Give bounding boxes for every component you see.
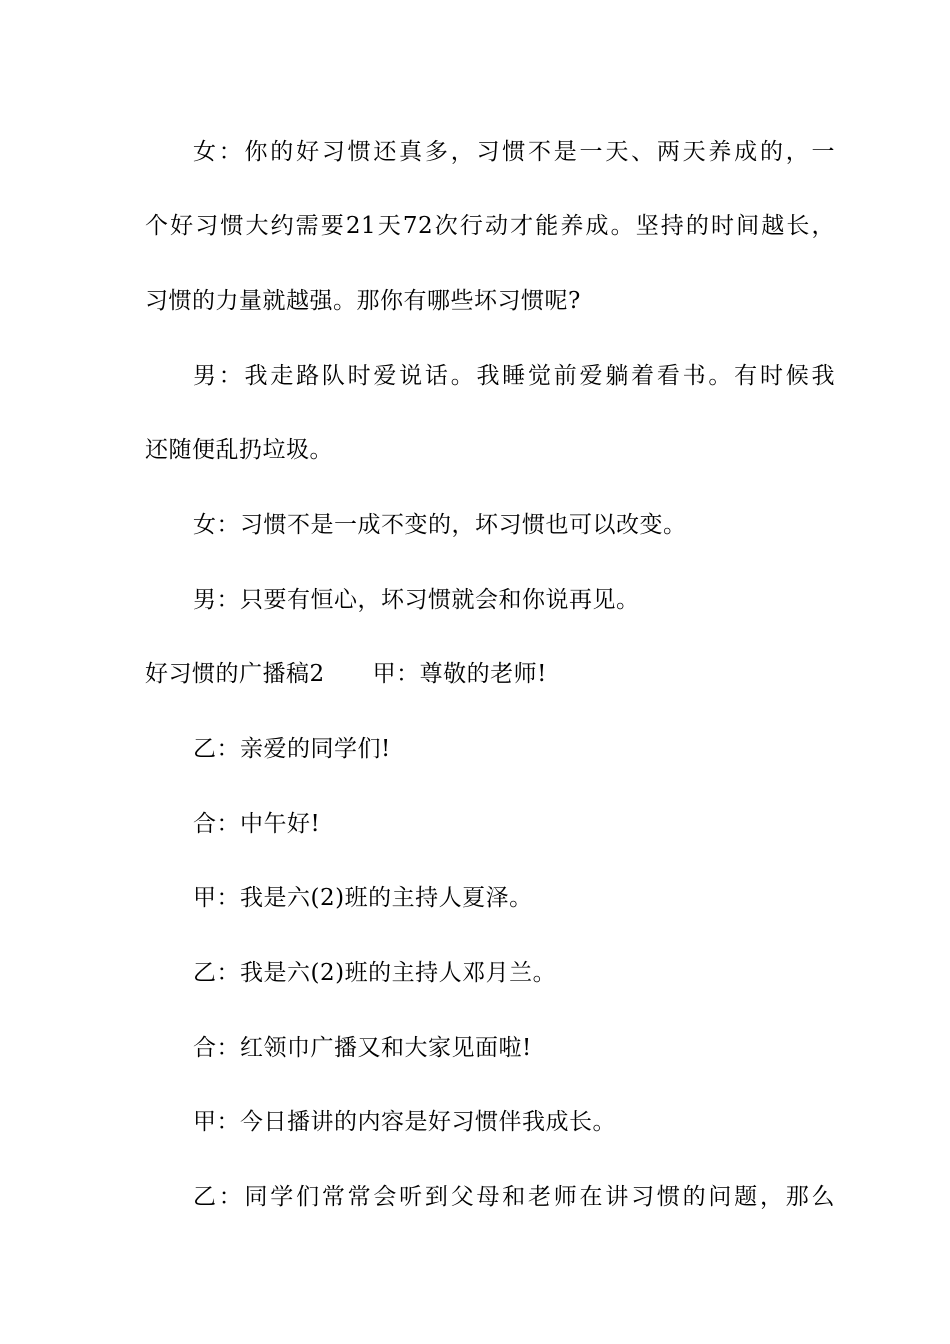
paragraph-line: 甲：我是六(2)班的主持人夏泽。 <box>193 885 533 911</box>
paragraph-line: 还随便乱扔垃圾。 <box>145 437 333 463</box>
paragraph-line: 个好习惯大约需要21天72次行动才能养成。坚持的时间越长， <box>145 213 835 239</box>
section-first-line: 甲：尊敬的老师! <box>372 661 547 687</box>
paragraph-line: 女：你的好习惯还真多，习惯不是一天、两天养成的，一 <box>193 139 835 165</box>
paragraph-line: 合：中午好! <box>193 811 321 837</box>
paragraph-line: 习惯的力量就越强。那你有哪些坏习惯呢? <box>145 288 581 314</box>
paragraph-line: 乙：同学们常常会听到父母和老师在讲习惯的问题，那么 <box>193 1184 835 1210</box>
section-heading-line <box>145 659 835 689</box>
paragraph-line: 乙：亲爱的同学们! <box>193 736 391 762</box>
paragraph-line: 男：只要有恒心，坏习惯就会和你说再见。 <box>193 587 640 613</box>
paragraph-line: 女：习惯不是一成不变的，坏习惯也可以改变。 <box>193 512 687 538</box>
paragraph-line: 乙：我是六(2)班的主持人邓月兰。 <box>193 960 557 986</box>
paragraph-line: 男：我走路队时爱说话。我睡觉前爱躺着看书。有时候我 <box>193 363 835 389</box>
paragraph-line: 甲：今日播讲的内容是好习惯伴我成长。 <box>193 1109 616 1135</box>
paragraph-line: 合：红领巾广播又和大家见面啦! <box>193 1035 532 1061</box>
section-title: 好习惯的广播稿2 <box>145 661 325 687</box>
